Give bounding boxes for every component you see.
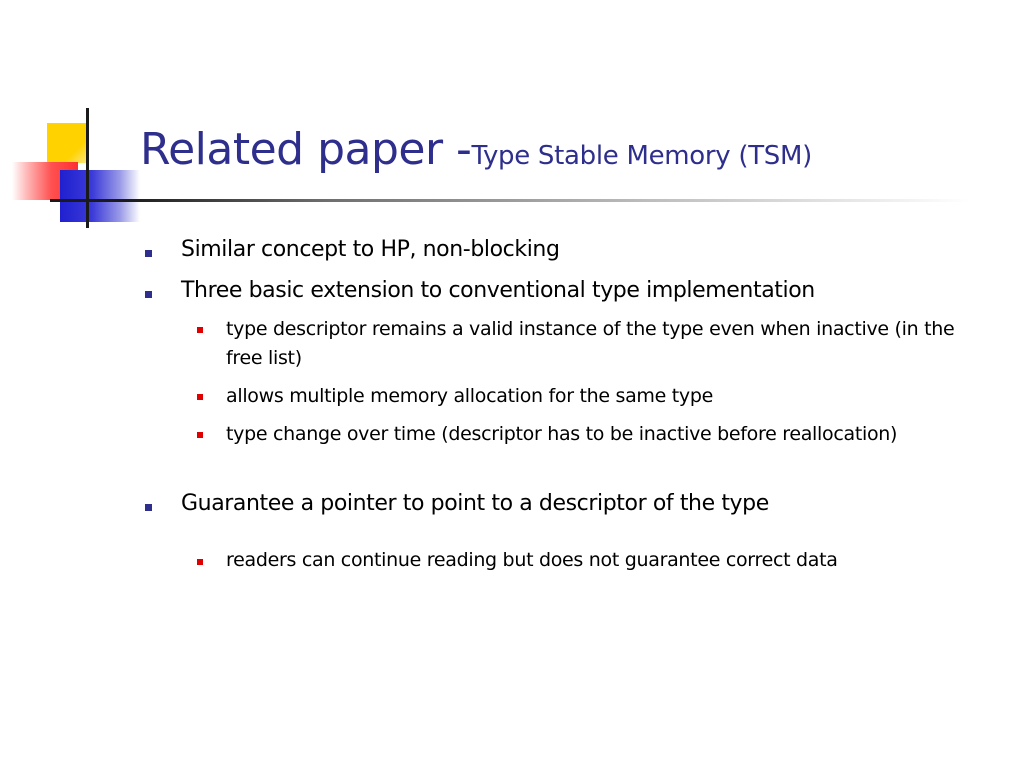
sub-bullet-item: readers can continue reading but does not guarantee correct data	[226, 549, 838, 571]
slide-title-main: Related paper -	[140, 124, 472, 175]
bullet-item: Three basic extension to conventional type implementation	[181, 278, 815, 303]
sub-bullet-item: type change over time (descriptor has to be inactive before reallocation)	[226, 423, 898, 445]
sub-bullet-marker	[197, 432, 203, 438]
bullet-marker	[145, 291, 152, 298]
bullet-item: Guarantee a pointer to point to a descriptor of the type	[181, 491, 769, 516]
sub-bullet-marker	[197, 394, 203, 400]
bullet-item: Similar concept to HP, non-blocking	[181, 237, 560, 262]
slide-title	[140, 124, 812, 175]
bullet-marker	[145, 504, 152, 511]
logo-yellow-square	[47, 123, 87, 163]
logo-vertical-line	[86, 108, 89, 228]
sub-bullet-marker	[197, 327, 203, 333]
sub-bullet-item: allows multiple memory allocation for the same type	[226, 385, 714, 407]
title-underline	[50, 199, 970, 202]
sub-bullet-item: type descriptor remains a valid instance of the type even when inactive (in the free list)	[226, 318, 955, 369]
logo-blue-square	[60, 170, 140, 222]
bullet-marker	[145, 250, 152, 257]
slide-title-sub: Type Stable Memory (TSM)	[471, 141, 812, 171]
sub-bullet-marker	[197, 559, 203, 565]
